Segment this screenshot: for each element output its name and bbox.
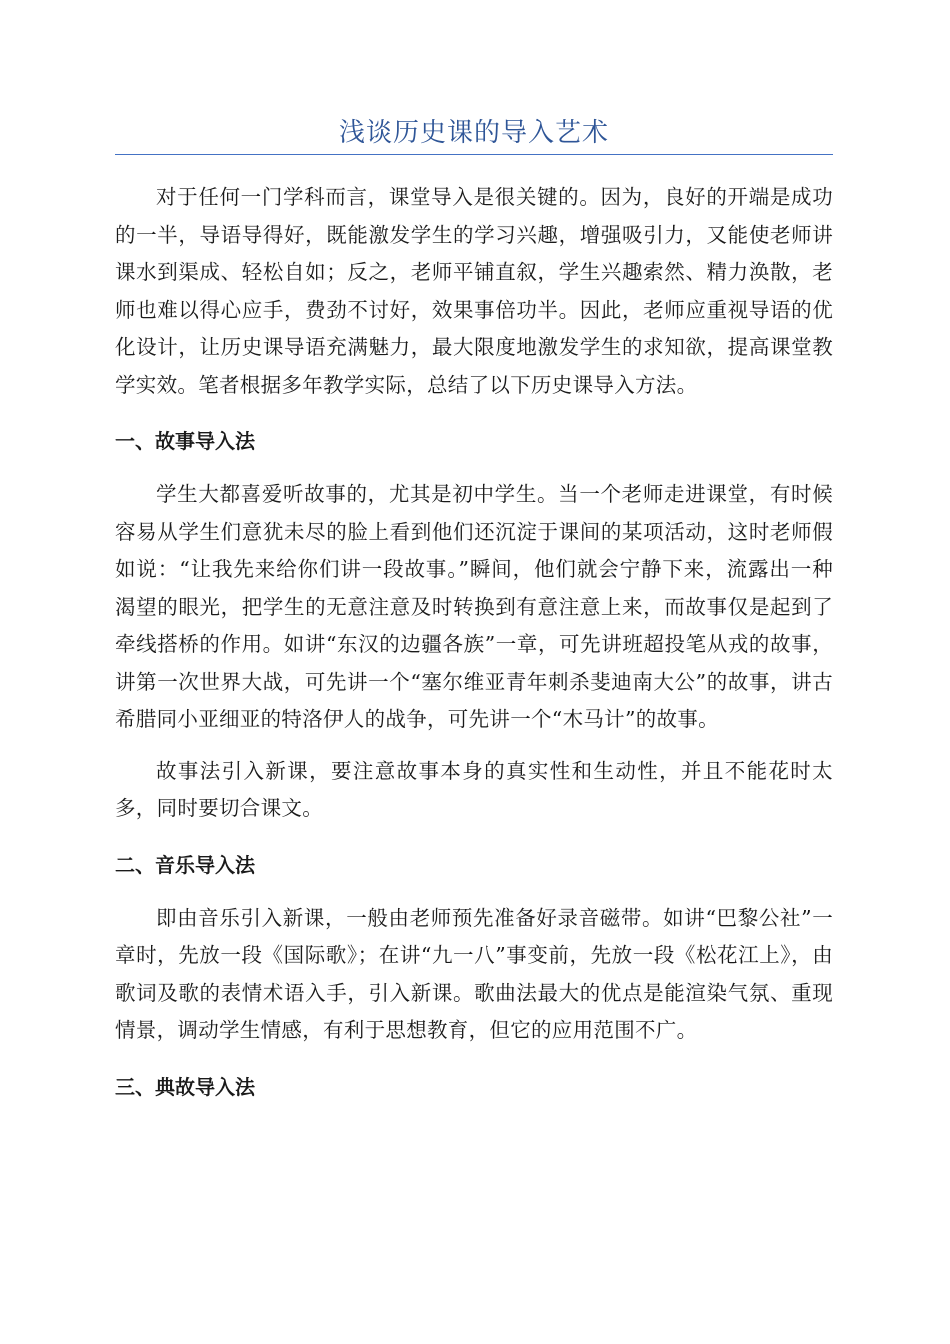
title-underline xyxy=(115,154,833,155)
music-paragraph-1: 即由音乐引入新课，一般由老师预先准备好录音磁带。如讲“巴黎公社”一章时，先放一段《国际歌》；在讲“九一八”事变前，先放一段《松花江上》，由歌词及歌的表情术语入手，引入新课。歌曲法最大的优点是能渲染气氛、重现情景，调动学生情感，有利于思想教育，但它的应用范围不广。 xyxy=(115,905,833,1042)
section-heading-allusion: 三、典故导入法 xyxy=(115,1074,255,1099)
section-heading-music: 二、音乐导入法 xyxy=(115,852,255,877)
story-paragraph-1: 学生大都喜爱听故事的，尤其是初中学生。当一个老师走进课堂，有时候容易从学生们意犹未尽的脸上看到他们还沉淀于课间的某项活动，这时老师假如说：“让我先来给你们讲一段故事。”瞬间，他们就会宁静下来，流露出一种渴望的眼光，把学生的无意注意及时转换到有意注意上来，而故事仅是起到了牵线搭桥的作用。如讲“东汉的边疆各族”一章，可先讲班超投笔从戎的故事，讲第一次世界大战，可先讲一个“塞尔维亚青年刺杀斐迪南大公”的故事，讲古希腊同小亚细亚的特洛伊人的战争，可先讲一个“木马计”的故事。 xyxy=(115,482,833,731)
story-paragraph-2: 故事法引入新课，要注意故事本身的真实性和生动性，并且不能花时太多，同时要切合课文。 xyxy=(115,758,833,820)
document-page xyxy=(115,0,833,1102)
section-heading-story: 一、故事导入法 xyxy=(115,429,255,453)
document-title: 浅谈历史课的导入艺术 xyxy=(338,118,609,148)
intro-paragraph: 对于任何一门学科而言，课堂导入是很关键的。因为，良好的开端是成功的一半，导语导得好，既能激发学生的学习兴趣，增强吸引力，又能使老师讲课水到渠成、轻松自如；反之，老师平铺直叙，学生兴趣索然、精力涣散，老师也难以得心应手，费劲不讨好，效果事倍功半。因此，老师应重视导语的优化设计，让历史课导语充满魅力，最大限度地激发学生的求知欲，提高课堂教学实效。笔者根据多年教学实际，总结了以下历史课导入方法。 xyxy=(115,185,833,397)
